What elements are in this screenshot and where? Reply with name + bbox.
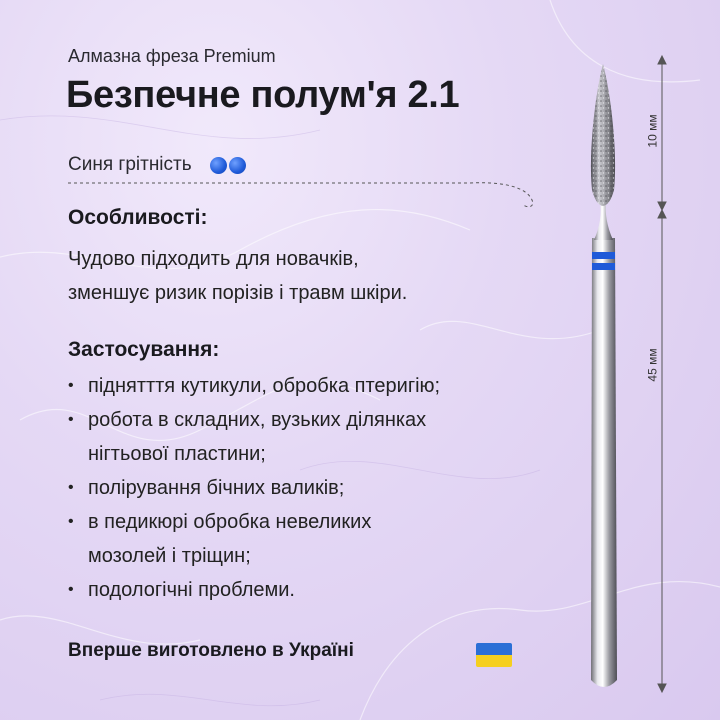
usage-item-text: в педикюрі обробка невеликих (88, 511, 372, 533)
grit-label: Синя грітність (68, 154, 192, 175)
usage-item-text-cont: мозолей і тріщин; (88, 545, 251, 567)
features-line-2: зменшує ризик порізів і травм шкіри. (68, 282, 408, 304)
usage-item-text: подологічні проблеми. (88, 579, 295, 601)
bullet-icon: • (68, 513, 74, 530)
bullet-icon: • (68, 581, 74, 598)
product-subtitle: Алмазна фреза Premium (68, 46, 276, 66)
total-length-label: 45 мм (645, 348, 660, 382)
usage-item-text: піднятття кутикули, обробка птеригію; (88, 375, 441, 397)
usage-item-text: полірування бічних валиків; (88, 477, 345, 499)
made-in-ukraine-text: Вперше виготовлено в Україні (68, 640, 354, 661)
product-title: Безпечне полум'я 2.1 (66, 74, 460, 116)
usage-item-text: робота в складних, вузьких ділянках (88, 409, 427, 431)
bullet-icon: • (68, 479, 74, 496)
blue-band (592, 263, 615, 270)
head-length-label: 10 мм (645, 114, 660, 148)
usage-item-text-cont: нігтьової пластини; (88, 443, 266, 465)
blue-band (592, 252, 615, 259)
usage-heading: Застосування: (68, 338, 220, 361)
bullet-icon: • (68, 411, 74, 428)
features-heading: Особливості: (68, 206, 208, 229)
bullet-icon: • (68, 377, 74, 394)
features-line-1: Чудово підходить для новачків, (68, 248, 359, 270)
